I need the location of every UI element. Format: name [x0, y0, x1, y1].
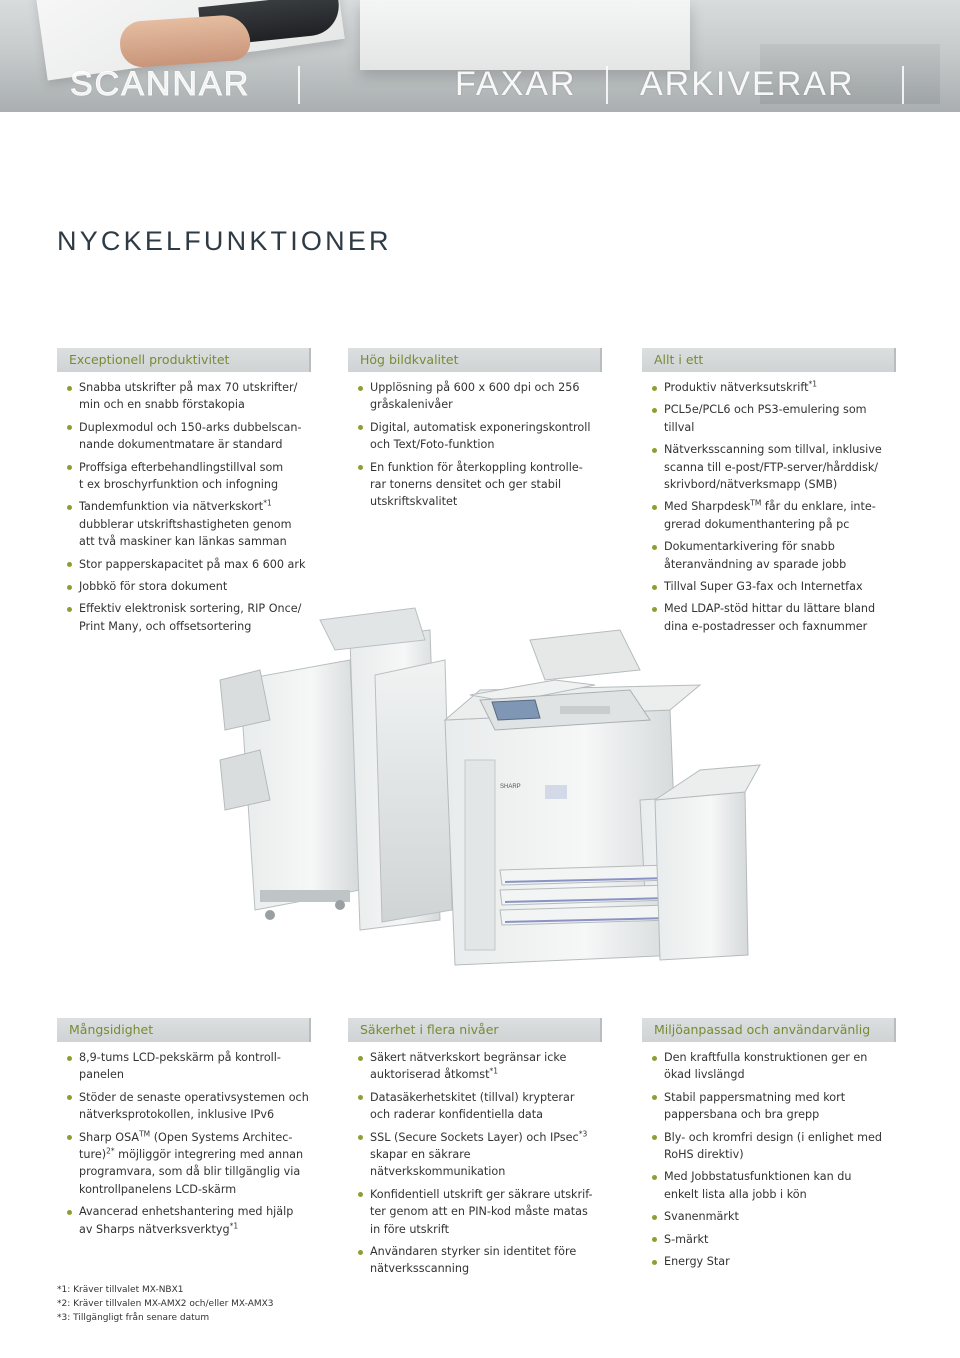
feature-line: Säkert nätverkskort begränsar icke — [370, 1051, 567, 1064]
feature-item — [642, 401, 896, 436]
feature-line: S-märkt — [664, 1232, 709, 1246]
feature-line: kontrollpanelens LCD-skärm — [79, 1182, 237, 1196]
feature-line: Nätverksscanning som tillval, inklusive — [664, 443, 882, 457]
footnote-marker: TM — [750, 498, 762, 508]
feature-line: och Text/Foto-funktion — [370, 438, 495, 452]
feature-item — [348, 1049, 602, 1084]
feature-line: dubblerar utskriftshastigheten genom — [79, 517, 292, 531]
feature-line: får du enklare, inte- — [761, 500, 876, 514]
feature-item — [348, 1186, 602, 1238]
large-capacity-tray — [655, 792, 748, 960]
feature-item — [57, 419, 311, 454]
feature-item — [348, 459, 602, 511]
feature-item — [642, 1231, 896, 1248]
document-feeder — [530, 630, 640, 680]
hero-divider — [902, 66, 904, 104]
section-heading: Hög bildkvalitet — [348, 348, 602, 372]
section-heading: Säkerhet i flera nivåer — [348, 1018, 602, 1042]
feature-line: ture) — [79, 1148, 107, 1162]
footnote-marker: *3 — [578, 1128, 588, 1138]
feature-line: möjliggör integrering med annan — [114, 1148, 304, 1162]
feature-item — [642, 1253, 896, 1270]
footnote: *2: Kräver tillvalen MX-AMX2 och/eller MX-AMX3 — [57, 1299, 274, 1309]
feature-line: 8,9-tums LCD-pekskärm på kontroll- — [79, 1051, 281, 1064]
feature-line: Print Many, och offsetsortering — [79, 619, 252, 633]
footnote-marker: *1 — [263, 498, 272, 508]
feature-item — [348, 1129, 602, 1181]
feature-line: Produktiv nätverksutskrift — [664, 381, 809, 394]
hero-scanner-glass — [360, 0, 690, 70]
section-heading: Mångsidighet — [57, 1018, 311, 1042]
feature-item — [642, 1168, 896, 1203]
hero-divider — [298, 66, 300, 104]
feature-line: skapar en säkrare nätverkskommunikation — [370, 1148, 506, 1179]
lcd-touchscreen — [492, 700, 540, 720]
feature-line: panelen — [79, 1068, 125, 1082]
feature-line: Avancerad enhetshantering med hjälp — [79, 1205, 294, 1219]
feature-line: skrivbord/nätverksmapp (SMB) — [664, 478, 838, 492]
footnotes — [57, 1283, 557, 1325]
feature-line: programvara, som då blir tillgänglig via — [79, 1165, 301, 1179]
feature-line: tillval — [664, 420, 695, 434]
feature-line: återanvändning av sparade jobb — [664, 557, 847, 571]
feature-line: Duplexmodul och 150-arks dubbelscan- — [79, 420, 302, 434]
feature-line: Svanenmärkt — [664, 1210, 739, 1224]
engine-front-panel — [465, 760, 495, 950]
feature-line: Datasäkerhetskitet (tillval) krypterar — [370, 1090, 575, 1104]
feature-item — [348, 1243, 602, 1278]
section-heading: Exceptionell produktivitet — [57, 348, 311, 372]
feature-line: Jobbkö för stora dokument — [79, 580, 228, 594]
feature-list — [57, 1042, 311, 1238]
feature-line: Sharp OSA — [79, 1130, 140, 1144]
feature-item — [57, 1203, 311, 1238]
feature-line: Stor papperskapacitet på max 6 600 ark — [79, 557, 306, 571]
section-heading: Miljöanpassad och användarvänlig — [642, 1018, 896, 1042]
hero-hand — [119, 14, 252, 69]
feature-line: Effektiv elektronisk sortering, RIP Once/ — [79, 602, 302, 616]
feature-line: gråskalenivåer — [370, 398, 453, 412]
feature-line: nätverksscanning — [370, 1262, 470, 1276]
feature-line: (Open Systems Architec- — [150, 1130, 293, 1144]
feature-line: SSL (Secure Sockets Layer) och IPsec — [370, 1130, 579, 1144]
front-label — [545, 785, 567, 799]
footnote-marker: *1 — [229, 1220, 239, 1230]
footnote-marker: *1 — [808, 379, 817, 389]
finisher-base — [260, 890, 350, 902]
feature-item — [642, 1089, 896, 1124]
feature-item — [57, 1129, 311, 1199]
page-title: NYCKELFUNKTIONER — [57, 226, 392, 256]
feature-line: Stabil pappersmatning med kort — [664, 1090, 846, 1104]
footnote: *1: Kräver tillvalet MX-NBX1 — [57, 1285, 184, 1295]
section-versatility — [57, 1018, 311, 1243]
feature-line: t ex broschyrfunktion och infogning — [79, 478, 279, 492]
feature-line: nande dokumentmatare är standard — [79, 438, 283, 452]
feature-item — [348, 419, 602, 454]
hero-words — [0, 62, 960, 106]
feature-line: min och en snabb förstakopia — [79, 398, 245, 412]
feature-line: Digital, automatisk exponeringskontroll — [370, 420, 591, 434]
feature-line: Tandemfunktion via nätverkskort — [79, 500, 264, 514]
feature-line: Upplösning på 600 x 600 dpi och 256 — [370, 381, 580, 394]
feature-item — [57, 459, 311, 494]
feature-item — [57, 379, 311, 414]
feature-item — [57, 498, 311, 550]
inserter-unit — [375, 660, 452, 922]
feature-list — [348, 372, 602, 511]
feature-line: Dokumentarkivering för snabb — [664, 540, 835, 554]
feature-line: pappersbana och bra grepp — [664, 1108, 820, 1122]
feature-item — [57, 1089, 311, 1124]
feature-line: Stöder de senaste operativsystemen och — [79, 1090, 309, 1104]
feature-line: PCL5e/PCL6 och PS3-emulering som — [664, 403, 867, 417]
feature-item — [642, 1129, 896, 1164]
wheel — [335, 900, 345, 910]
feature-line: Med Jobbstatusfunktionen kan du — [664, 1170, 852, 1184]
wheel — [265, 910, 275, 920]
feature-item — [348, 1089, 602, 1124]
feature-line: Med LDAP-stöd hittar du lättare bland — [664, 602, 876, 616]
feature-line: in före utskrift — [370, 1222, 449, 1236]
feature-line: utskriftskvalitet — [370, 495, 458, 509]
footnote: *3: Tillgängligt från senare datum — [57, 1313, 210, 1323]
feature-list — [348, 1042, 602, 1278]
footnote-marker: TM — [139, 1128, 151, 1138]
feature-line: RoHS direktiv) — [664, 1148, 744, 1162]
feature-item — [642, 441, 896, 493]
feature-line: scanna till e-post/FTP-server/hårddisk/ — [664, 460, 879, 474]
brand-label: SHARP — [500, 784, 521, 790]
keypad — [560, 706, 610, 714]
feature-item — [57, 1049, 311, 1084]
feature-line: ökad livslängd — [664, 1068, 745, 1082]
feature-item — [642, 379, 896, 396]
feature-line: auktoriserad åtkomst — [370, 1068, 490, 1082]
feature-line: nätverksprotokollen, inklusive IPv6 — [79, 1108, 275, 1122]
product-image-multifunction-printer — [200, 557, 920, 980]
hero-word-faxar: FAXAR — [455, 65, 577, 103]
feature-line: att två maskiner kan länkas samman — [79, 535, 287, 549]
feature-line: Användaren styrker sin identitet före — [370, 1245, 577, 1259]
feature-line: Proffsiga efterbehandlingstillval som — [79, 460, 284, 474]
hero-divider — [606, 66, 608, 104]
section-heading: Allt i ett — [642, 348, 896, 372]
section-image-quality — [348, 348, 602, 516]
feature-list — [642, 1042, 896, 1270]
feature-item — [642, 498, 896, 533]
footnote-marker: 2* — [106, 1146, 115, 1156]
feature-line: dina e-postadresser och faxnummer — [664, 619, 868, 633]
feature-item — [642, 1208, 896, 1225]
feature-line: rar tonerns densitet och ger stabil — [370, 478, 562, 492]
feature-line: En funktion för återkoppling kontrolle- — [370, 460, 583, 474]
hero-word-arkiverar: ARKIVERAR — [640, 65, 855, 103]
feature-item — [348, 379, 602, 414]
feature-line: Med Sharpdesk — [664, 500, 751, 514]
feature-line: Energy Star — [664, 1255, 730, 1269]
section-security — [348, 1018, 602, 1283]
feature-item — [642, 1049, 896, 1084]
hero-word-scannar: SCANNAR — [70, 65, 251, 103]
feature-line: Den kraftfulla konstruktionen ger en — [664, 1051, 868, 1064]
feature-line: ter genom att en PIN-kod måste matas — [370, 1205, 588, 1219]
feature-line: Tillval Super G3-fax och Internetfax — [664, 580, 863, 594]
feature-line: Konfidentiell utskrift ger säkrare utskrif- — [370, 1187, 593, 1201]
feature-line: Snabba utskrifter på max 70 utskrifter/ — [79, 381, 298, 394]
section-eco-friendly — [642, 1018, 896, 1275]
feature-line: enkelt lista alla jobb i kön — [664, 1187, 807, 1201]
feature-line: och raderar konfidentiella data — [370, 1108, 544, 1122]
hero-banner — [0, 0, 960, 112]
feature-line: av Sharps nätverksverktyg — [79, 1222, 230, 1236]
feature-line: grerad dokumenthantering på pc — [664, 517, 850, 531]
footnote-marker: *1 — [489, 1066, 498, 1076]
feature-line: Bly- och kromfri design (i enlighet med — [664, 1130, 883, 1144]
